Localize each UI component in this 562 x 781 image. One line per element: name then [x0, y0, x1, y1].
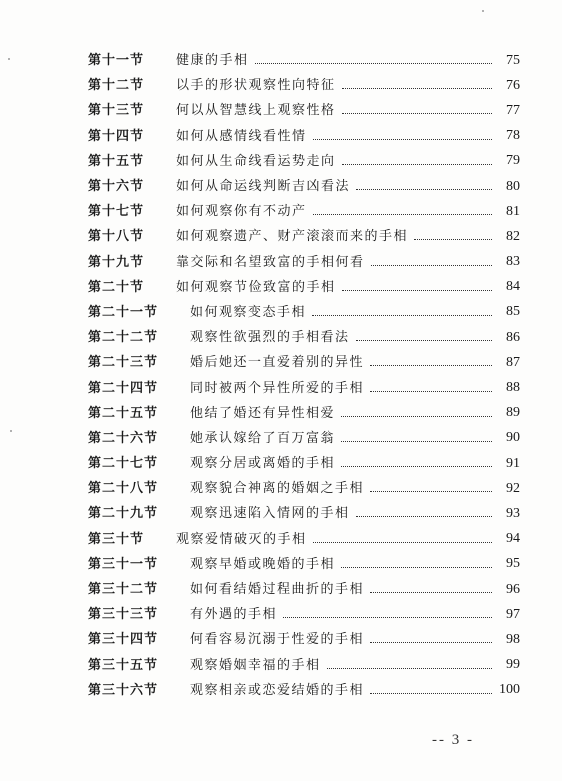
toc-entry[interactable]	[88, 653, 520, 678]
table-of-contents	[88, 48, 520, 703]
dot-leader	[356, 516, 492, 517]
page-number: 96	[506, 581, 520, 597]
section-title: 有外遇的手相	[190, 607, 278, 623]
section-number: 第二十节	[88, 279, 145, 295]
dot-leader	[313, 542, 492, 543]
dot-leader	[341, 567, 492, 568]
section-number: 第二十八节	[88, 481, 159, 497]
page-number: 97	[506, 606, 520, 622]
dot-leader	[356, 189, 492, 190]
section-title: 如何从生命线看运势走向	[176, 153, 336, 169]
section-title: 观察爱情破灭的手相	[176, 531, 307, 547]
toc-entry[interactable]	[88, 451, 520, 476]
section-number: 第三十三节	[88, 607, 159, 623]
section-title: 以手的形状观察性向特征	[176, 78, 336, 94]
page-number: 77	[506, 102, 520, 118]
page-number: 91	[506, 455, 520, 471]
toc-entry[interactable]	[88, 199, 520, 224]
section-title: 何以从智慧线上观察性格	[176, 103, 336, 119]
section-number: 第二十三节	[88, 355, 159, 371]
section-title: 如何观察遗产、财产滚滚而来的手相	[176, 229, 409, 245]
dot-leader	[342, 113, 492, 114]
section-title: 她承认嫁给了百万富翁	[190, 430, 336, 446]
dot-leader	[370, 642, 492, 643]
toc-entry[interactable]	[88, 98, 520, 123]
dot-leader	[370, 391, 492, 392]
dot-leader	[414, 239, 492, 240]
toc-entry[interactable]	[88, 552, 520, 577]
page-number: 90	[506, 430, 520, 446]
section-number: 第三十四节	[88, 632, 159, 648]
toc-entry[interactable]	[88, 476, 520, 501]
toc-entry[interactable]	[88, 627, 520, 652]
toc-entry[interactable]	[88, 426, 520, 451]
section-number: 第二十七节	[88, 456, 159, 472]
section-title: 如何看结婚过程曲折的手相	[190, 582, 365, 598]
section-number: 第二十九节	[88, 506, 159, 522]
page-number: 80	[506, 178, 520, 194]
toc-entry[interactable]	[88, 300, 520, 325]
dot-leader	[370, 693, 492, 694]
section-title: 观察早婚或晚婚的手相	[190, 556, 336, 572]
dot-leader	[370, 365, 492, 366]
dot-leader	[356, 340, 492, 341]
section-title: 婚后她还一直爱着别的异性	[190, 355, 365, 371]
section-title: 观察婚姻幸福的手相	[190, 657, 321, 673]
dot-leader	[342, 290, 492, 291]
page-number: 85	[506, 304, 520, 320]
section-number: 第二十六节	[88, 430, 159, 446]
page-number: 87	[506, 354, 520, 370]
toc-entry[interactable]	[88, 602, 520, 627]
dot-leader	[341, 441, 492, 442]
toc-entry[interactable]	[88, 678, 520, 703]
toc-entry[interactable]	[88, 501, 520, 526]
page-number: 88	[506, 380, 520, 396]
section-number: 第三十五节	[88, 657, 159, 673]
dot-leader	[313, 139, 492, 140]
section-number: 第二十二节	[88, 330, 159, 346]
page-number: 98	[506, 631, 520, 647]
dot-leader	[313, 214, 492, 215]
section-number: 第三十一节	[88, 556, 159, 572]
toc-entry[interactable]	[88, 577, 520, 602]
toc-entry[interactable]	[88, 527, 520, 552]
page-number: 76	[506, 77, 520, 93]
page-number: 84	[506, 279, 520, 295]
dot-leader	[327, 668, 492, 669]
page-footer-number: -- 3 -	[432, 732, 474, 748]
section-number: 第十四节	[88, 128, 145, 144]
page-number: 100	[499, 682, 520, 698]
dot-leader	[341, 416, 492, 417]
page-number: 94	[506, 531, 520, 547]
page-number: 79	[506, 153, 520, 169]
section-title: 他结了婚还有异性相爱	[190, 405, 336, 421]
section-number: 第十七节	[88, 204, 145, 220]
section-number: 第十八节	[88, 229, 145, 245]
page-number: 81	[506, 203, 520, 219]
section-title: 观察貌合神离的婚姻之手相	[190, 481, 365, 497]
toc-entry[interactable]	[88, 275, 520, 300]
toc-entry[interactable]	[88, 149, 520, 174]
section-title: 健康的手相	[176, 53, 249, 69]
section-title: 如何从命运线判断吉凶看法	[176, 179, 351, 195]
dot-leader	[370, 592, 492, 593]
toc-entry[interactable]	[88, 401, 520, 426]
page-number: 95	[506, 556, 520, 572]
section-title: 如何观察变态手相	[190, 304, 307, 320]
dot-leader	[312, 315, 492, 316]
dot-leader	[342, 88, 492, 89]
dot-leader	[371, 265, 492, 266]
scan-speck	[10, 430, 12, 432]
section-number: 第十一节	[88, 53, 145, 69]
toc-entry[interactable]	[88, 174, 520, 199]
section-number: 第十六节	[88, 179, 145, 195]
dot-leader	[370, 491, 492, 492]
toc-entry[interactable]	[88, 250, 520, 275]
page-number: 86	[506, 329, 520, 345]
dot-leader	[283, 617, 492, 618]
section-number: 第二十五节	[88, 405, 159, 421]
section-title: 如何观察节俭致富的手相	[176, 279, 336, 295]
page-number: 83	[506, 254, 520, 270]
section-title: 同时被两个异性所爱的手相	[190, 380, 365, 396]
section-title: 如何从感情线看性情	[176, 128, 307, 144]
dot-leader	[342, 164, 492, 165]
toc-entry[interactable]	[88, 48, 520, 73]
section-number: 第三十节	[88, 531, 145, 547]
toc-entry[interactable]	[88, 350, 520, 375]
page-number: 75	[506, 52, 520, 68]
section-number: 第三十六节	[88, 682, 159, 698]
dot-leader	[341, 466, 492, 467]
section-number: 第三十二节	[88, 582, 159, 598]
page-number: 82	[506, 228, 520, 244]
section-title: 靠交际和名望致富的手相何看	[176, 254, 365, 270]
page-number: 89	[506, 405, 520, 421]
toc-entry[interactable]	[88, 73, 520, 98]
section-number: 第十三节	[88, 103, 145, 119]
page-number: 78	[506, 128, 520, 144]
toc-entry[interactable]	[88, 325, 520, 350]
section-number: 第十五节	[88, 153, 145, 169]
page-number: 93	[506, 505, 520, 521]
section-title: 何看容易沉溺于性爱的手相	[190, 632, 365, 648]
section-number: 第十二节	[88, 78, 145, 94]
section-number: 第十九节	[88, 254, 145, 270]
toc-entry[interactable]	[88, 375, 520, 400]
page-number: 99	[506, 657, 520, 673]
toc-entry[interactable]	[88, 124, 520, 149]
toc-entry[interactable]	[88, 224, 520, 249]
scan-speck	[8, 58, 10, 60]
section-number: 第二十一节	[88, 304, 159, 320]
section-number: 第二十四节	[88, 380, 159, 396]
page-number: 92	[506, 480, 520, 496]
section-title: 如何观察你有不动产	[176, 204, 307, 220]
section-title: 观察相亲或恋爱结婚的手相	[190, 682, 365, 698]
scan-speck	[482, 10, 484, 12]
section-title: 观察迅速陷入情网的手相	[190, 506, 350, 522]
section-title: 观察性欲强烈的手相看法	[190, 330, 350, 346]
section-title: 观察分居或离婚的手相	[190, 456, 336, 472]
dot-leader	[255, 63, 492, 64]
